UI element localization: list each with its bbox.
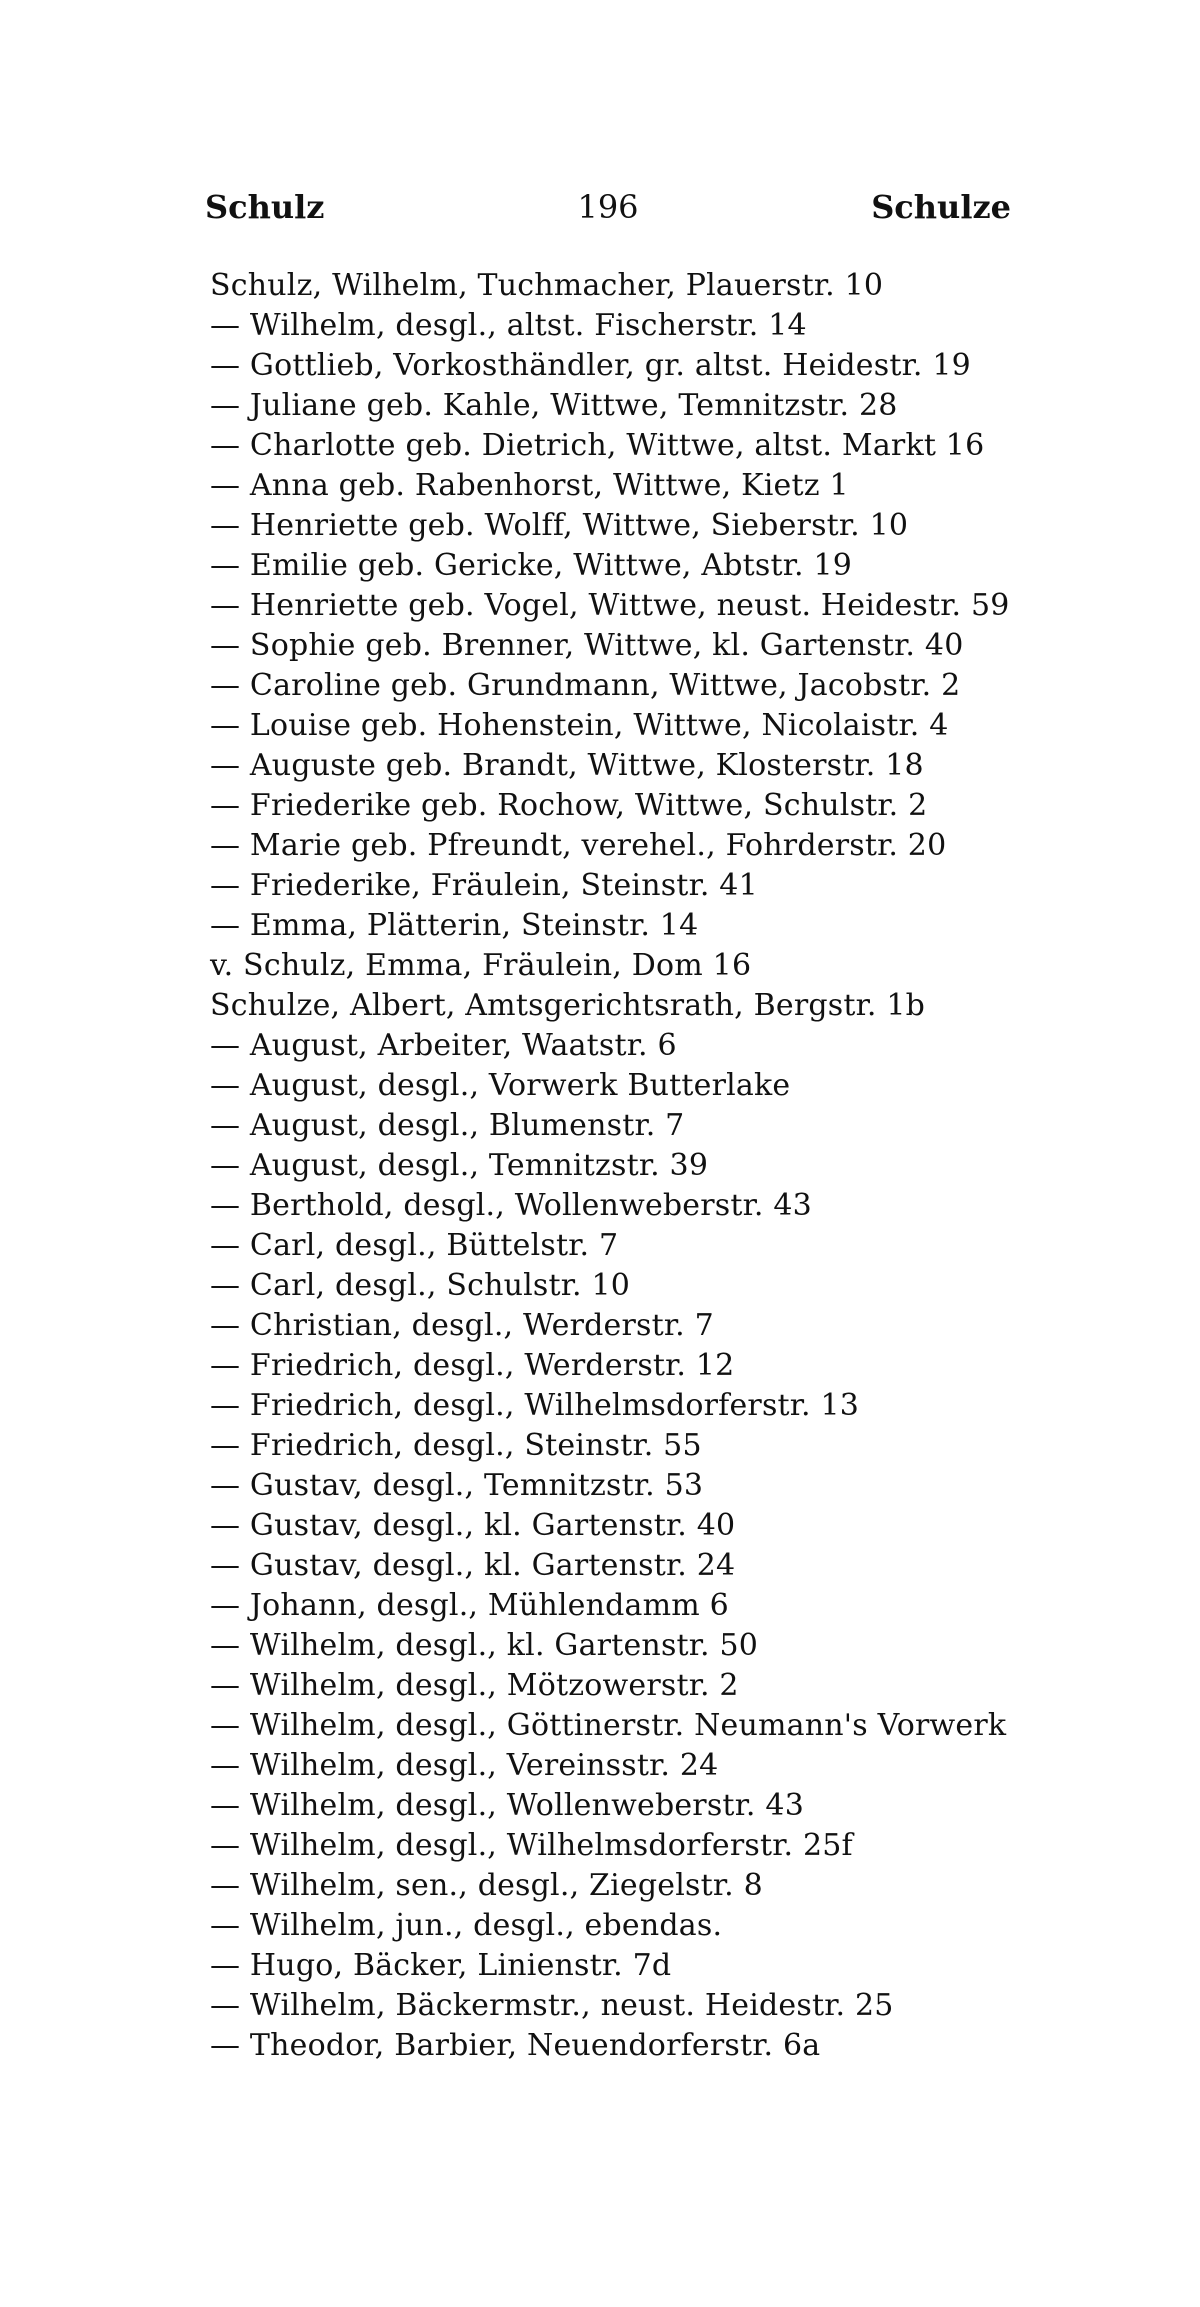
directory-entry: — Wilhelm, Bäckermstr., neust. Heidestr. 25 — [210, 1988, 894, 2023]
page-header — [205, 188, 1011, 238]
directory-entry: — Wilhelm, desgl., kl. Gartenstr. 50 — [210, 1628, 759, 1663]
directory-entry: — Friederike, Fräulein, Steinstr. 41 — [210, 868, 758, 903]
directory-entry: — Wilhelm, desgl., Göttinerstr. Neumann's Vorwerk — [210, 1708, 1007, 1743]
directory-entry: — Friedrich, desgl., Steinstr. 55 — [210, 1428, 702, 1463]
directory-entry: — Sophie geb. Brenner, Wittwe, kl. Gartenstr. 40 — [210, 628, 964, 663]
directory-entry: — Wilhelm, jun., desgl., ebendas. — [210, 1908, 723, 1943]
directory-entry: — Caroline geb. Grundmann, Wittwe, Jacobstr. 2 — [210, 668, 961, 703]
directory-entry: — Gustav, desgl., kl. Gartenstr. 24 — [210, 1548, 736, 1583]
directory-entry: — Wilhelm, sen., desgl., Ziegelstr. 8 — [210, 1868, 763, 1903]
directory-entry: — Christian, desgl., Werderstr. 7 — [210, 1308, 714, 1343]
directory-entry: — Wilhelm, desgl., Vereinsstr. 24 — [210, 1748, 719, 1783]
directory-entry: — Auguste geb. Brandt, Wittwe, Klosterstr. 18 — [210, 748, 924, 783]
directory-entry: — Carl, desgl., Schulstr. 10 — [210, 1268, 631, 1303]
directory-entry: — August, desgl., Temnitzstr. 39 — [210, 1148, 709, 1183]
directory-entry: — Wilhelm, desgl., Mötzowerstr. 2 — [210, 1668, 739, 1703]
directory-entry: — Gottlieb, Vorkosthändler, gr. altst. Heidestr. 19 — [210, 348, 971, 383]
directory-entry: — Theodor, Barbier, Neuendorferstr. 6a — [210, 2028, 821, 2063]
directory-entry: — Friedrich, desgl., Werderstr. 12 — [210, 1348, 735, 1383]
directory-entry: — Emilie geb. Gericke, Wittwe, Abtstr. 19 — [210, 548, 853, 583]
directory-entry: — August, desgl., Vorwerk Butterlake — [210, 1068, 791, 1103]
directory-entry: v. Schulz, Emma, Fräulein, Dom 16 — [210, 948, 752, 983]
directory-entries — [210, 266, 1010, 2066]
directory-entry: — Marie geb. Pfreundt, verehel., Fohrderstr. 20 — [210, 828, 947, 863]
directory-entry: — Juliane geb. Kahle, Wittwe, Temnitzstr. 28 — [210, 388, 898, 423]
directory-entry: — Berthold, desgl., Wollenweberstr. 43 — [210, 1188, 812, 1223]
directory-entry: — Louise geb. Hohenstein, Wittwe, Nicolaistr. 4 — [210, 708, 949, 743]
directory-entry: — Johann, desgl., Mühlendamm 6 — [210, 1588, 729, 1623]
directory-entry: — Henriette geb. Wolff, Wittwe, Sieberstr. 10 — [210, 508, 909, 543]
directory-entry: — Anna geb. Rabenhorst, Wittwe, Kietz 1 — [210, 468, 849, 503]
directory-entry: — Carl, desgl., Büttelstr. 7 — [210, 1228, 619, 1263]
header-left-surname: Schulz — [205, 188, 325, 226]
directory-entry: Schulze, Albert, Amtsgerichtsrath, Bergstr. 1b — [210, 988, 926, 1023]
directory-entry: — Friedrich, desgl., Wilhelmsdorferstr. 13 — [210, 1388, 860, 1423]
header-right-surname: Schulze — [871, 188, 1011, 226]
page-number: 196 — [577, 188, 639, 226]
directory-entry: — Hugo, Bäcker, Linienstr. 7d — [210, 1948, 672, 1983]
directory-entry: — Henriette geb. Vogel, Wittwe, neust. Heidestr. 59 — [210, 588, 1010, 623]
directory-entry: — Wilhelm, desgl., Wollenweberstr. 43 — [210, 1788, 804, 1823]
directory-entry: — Friederike geb. Rochow, Wittwe, Schulstr. 2 — [210, 788, 928, 823]
directory-entry: — August, desgl., Blumenstr. 7 — [210, 1108, 685, 1143]
directory-entry: — Emma, Plätterin, Steinstr. 14 — [210, 908, 699, 943]
directory-entry: — August, Arbeiter, Waatstr. 6 — [210, 1028, 677, 1063]
directory-entry: — Wilhelm, desgl., Wilhelmsdorferstr. 25f — [210, 1828, 853, 1863]
directory-entry: — Gustav, desgl., kl. Gartenstr. 40 — [210, 1508, 736, 1543]
directory-entry: — Charlotte geb. Dietrich, Wittwe, altst. Markt 16 — [210, 428, 985, 463]
directory-entry: — Gustav, desgl., Temnitzstr. 53 — [210, 1468, 704, 1503]
directory-entry: Schulz, Wilhelm, Tuchmacher, Plauerstr. 10 — [210, 268, 884, 303]
directory-entry: — Wilhelm, desgl., altst. Fischerstr. 14 — [210, 308, 807, 343]
